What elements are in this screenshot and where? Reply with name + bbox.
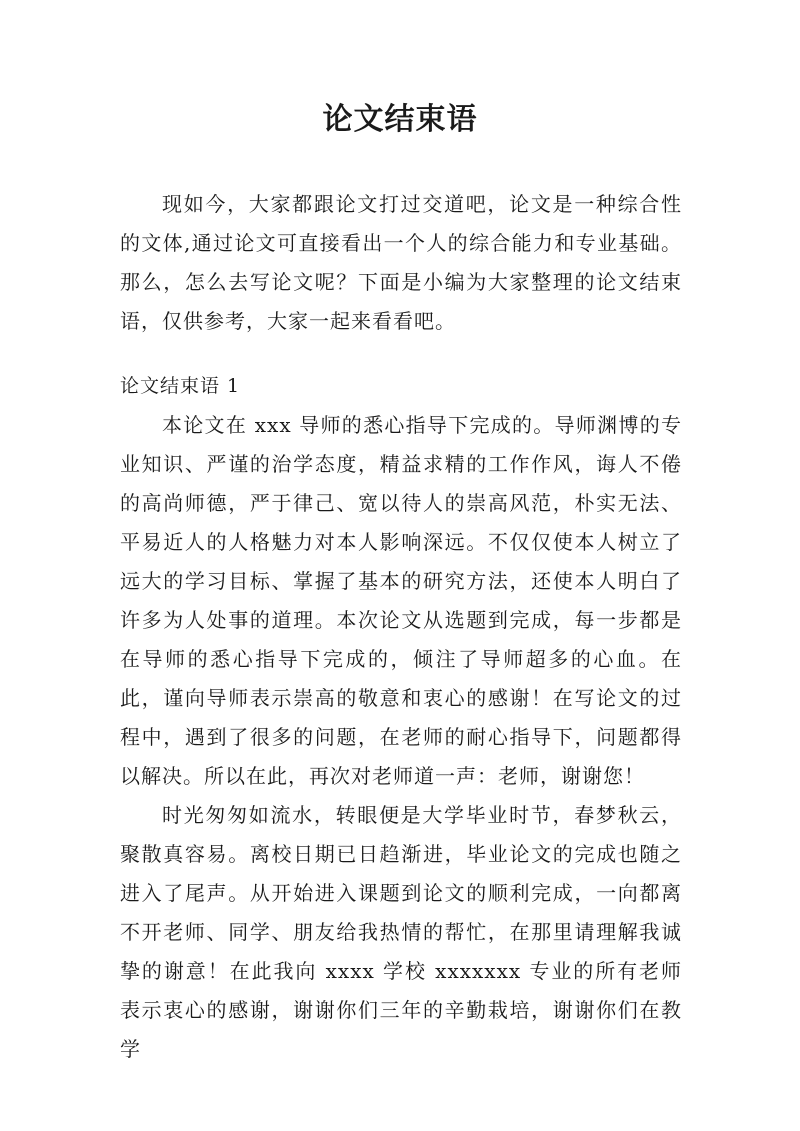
body-paragraph: 本论文在 xxx 导师的悉心指导下完成的。导师渊博的专业知识、严谨的治学态度，精益求精的工作作风，诲人不倦的高尚师德，严于律己、宽以待人的崇高风范，朴实无法、平易近人的人格魅力对本人影响深远。不仅仅使本人树立了远大的学习目标、掌握了基本的研究方法，还使本人明白了许多为人处事的道理。本次论文从选题到完成，每一步都是在导师的悉心指导下完成的，倾注了导师超多的心血。在此，谨向导师表示崇高的敬意和衷心的感谢！在写论文的过程中，遇到了很多的问题，在老师的耐心指导下，问题都得以解决。所以在此，再次对老师道一声：老师，谢谢您！ <box>120 413 682 788</box>
intro-paragraph: 现如今，大家都跟论文打过交道吧，论文是一种综合性的文体,通过论文可直接看出一个人的综合能力和专业基础。那么，怎么去写论文呢？下面是小编为大家整理的论文结束语，仅供参考，大家一起来看看吧。 <box>120 192 682 333</box>
section-heading: 论文结束语 1 <box>120 375 241 397</box>
section-1 <box>120 367 682 1069</box>
body-paragraph: 时光匆匆如流水，转眼便是大学毕业时节，春梦秋云，聚散真容易。离校日期已日趋渐进，毕业论文的完成也随之进入了尾声。从开始进入课题到论文的顺利完成，一向都离不开老师、同学、朋友给我热情的帮忙，在那里请理解我诚挚的谢意！在此我向 xxxx 学校 xxxxxxx 专业的所有老师表示衷心的感谢，谢谢你们三年的辛勤栽培，谢谢你们在教学 <box>120 803 682 1061</box>
page-title: 论文结束语 <box>322 102 478 137</box>
